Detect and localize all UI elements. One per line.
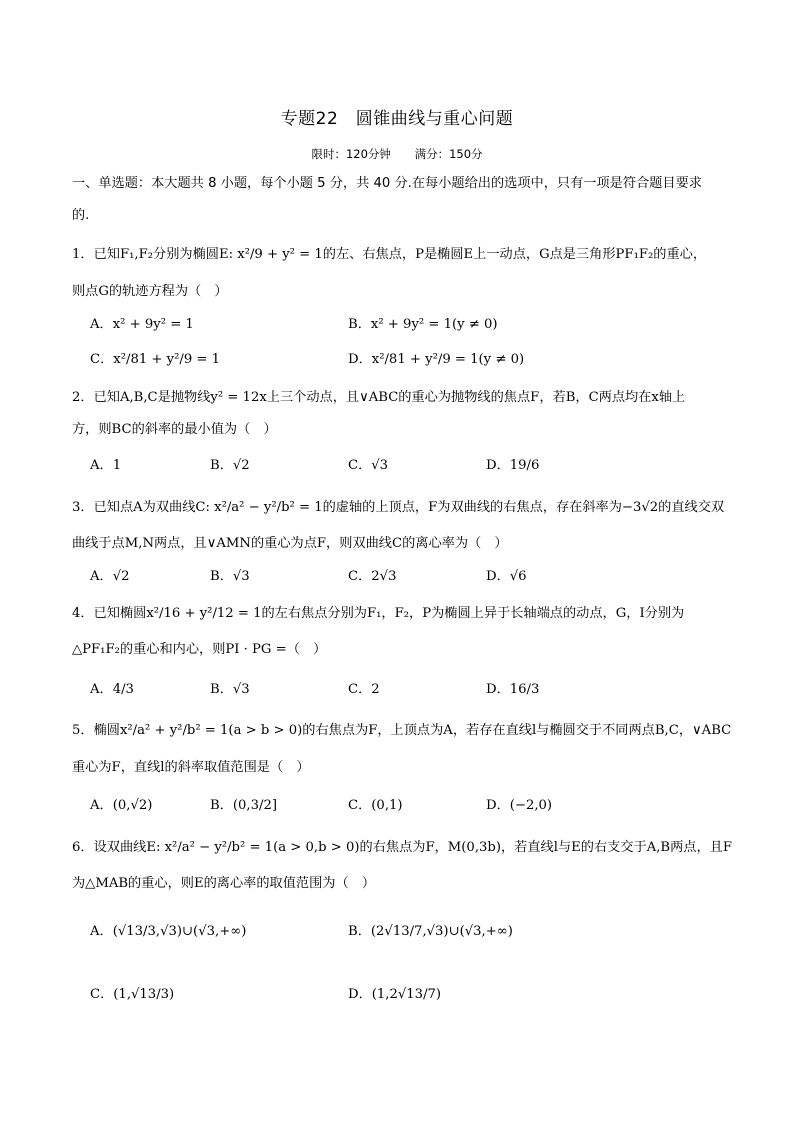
q6-option-d: D．(1,2√13/7) xyxy=(348,987,442,1002)
question-6-number: 6． xyxy=(72,840,94,855)
question-3-number: 3． xyxy=(72,500,94,515)
q5-option-b: B．(0,3/2] xyxy=(210,798,277,813)
q6-option-b: B．(2√13/7,√3)∪(√3,+∞) xyxy=(348,924,513,939)
time-limit: 限时：120分钟 xyxy=(311,147,391,161)
question-5-line-1 xyxy=(72,721,732,741)
question-4-line-2: △PF₁F₂的重心和内心，则PI · PG =（ ） xyxy=(72,642,327,657)
q4-option-d: D．16/3 xyxy=(486,682,540,697)
question-2-text: 已知A,B,C是抛物线y² = 12x上三个动点，且∨ABC的重心为抛物线的焦点F，若B，C两点均在x轴上 xyxy=(93,390,686,405)
q3-option-b: B．√3 xyxy=(210,569,250,584)
question-2-line-1 xyxy=(72,388,732,408)
q3-option-a: A．√2 xyxy=(90,569,130,584)
q3-option-c: C．2√3 xyxy=(348,569,397,584)
q5-option-a: A．(0,√2) xyxy=(90,798,153,813)
question-1-number: 1． xyxy=(72,247,94,262)
question-6-line-1 xyxy=(72,838,732,858)
q5-option-d: D．(−2,0) xyxy=(486,798,553,813)
page-title: 专题22 圆锥曲线与重心问题 xyxy=(280,109,514,129)
q1-option-a: A．x² + 9y² = 1 xyxy=(90,317,194,332)
question-2-number: 2． xyxy=(72,390,94,405)
question-6-line-2: 为△MAB的重心，则E的离心率的取值范围为（ ） xyxy=(72,876,376,891)
q4-option-b: B．√3 xyxy=(210,682,250,697)
question-3-line-2: 曲线于点M,N两点，且∨AMN的重心为点F，则双曲线C的离心率为（ ） xyxy=(72,536,508,551)
question-5-number: 5． xyxy=(72,723,94,738)
section-heading: 一、单选题：本大题共 8 小题，每个小题 5 分，共 40 分.在每小题给出的选项中，只有一项是符合题目要求 xyxy=(72,176,702,191)
q6-option-c: C．(1,√13/3) xyxy=(90,987,175,1002)
question-6-text: 设双曲线E: x²/a² − y²/b² = 1(a > 0,b > 0)的右焦点为F，M(0,3b)，若直线l与E的右支交于A,B两点，且F xyxy=(93,840,733,855)
q1-option-d: D．x²/81 + y²/9 = 1(y ≠ 0) xyxy=(348,352,525,367)
exam-meta xyxy=(0,146,794,162)
section-heading-cont: 的. xyxy=(72,208,90,223)
question-5-line-2: 重心为F，直线l的斜率取值范围是（ ） xyxy=(72,760,310,775)
question-2-line-2: 方，则BC的斜率的最小值为（ ） xyxy=(72,422,277,437)
q3-option-d: D．√6 xyxy=(486,569,527,584)
question-4-number: 4． xyxy=(72,606,94,621)
q4-option-a: A．4/3 xyxy=(90,682,134,697)
q1-option-c: C．x²/81 + y²/9 = 1 xyxy=(90,352,221,367)
question-3-text: 已知点A为双曲线C: x²/a² − y²/b² = 1的虚轴的上顶点，F为双曲线的右焦点，存在斜率为−3√2的直线交双 xyxy=(93,500,725,515)
full-score: 满分：150分 xyxy=(414,147,483,161)
question-1-line-1 xyxy=(72,245,732,265)
q2-option-a: A．1 xyxy=(90,458,122,473)
question-4-text: 已知椭圆x²/16 + y²/12 = 1的左右焦点分别为F₁，F₂，P为椭圆上异于长轴端点的动点，G，I分别为 xyxy=(93,606,685,621)
question-1-text: 已知F₁,F₂分别为椭圆E: x²/9 + y² = 1的左、右焦点，P是椭圆E上一动点，G点是三角形PF₁F₂的重心， xyxy=(93,247,707,262)
question-4-line-1 xyxy=(72,604,732,624)
q5-option-c: C．(0,1) xyxy=(348,798,403,813)
question-1-line-2: 则点G的轨迹方程为（ ） xyxy=(72,284,228,299)
q6-option-a: A．(√13/3,√3)∪(√3,+∞) xyxy=(90,924,247,939)
q2-option-b: B．√2 xyxy=(210,458,250,473)
question-3-line-1 xyxy=(72,498,732,518)
q4-option-c: C．2 xyxy=(348,682,380,697)
question-5-text: 椭圆x²/a² + y²/b² = 1(a > b > 0)的右焦点为F，上顶点为A，若存在直线l与椭圆交于不同两点B,C，∨ABC xyxy=(93,723,732,738)
q1-option-b: B．x² + 9y² = 1(y ≠ 0) xyxy=(348,317,498,332)
q2-option-c: C．√3 xyxy=(348,458,389,473)
q2-option-d: D．19/6 xyxy=(486,458,540,473)
